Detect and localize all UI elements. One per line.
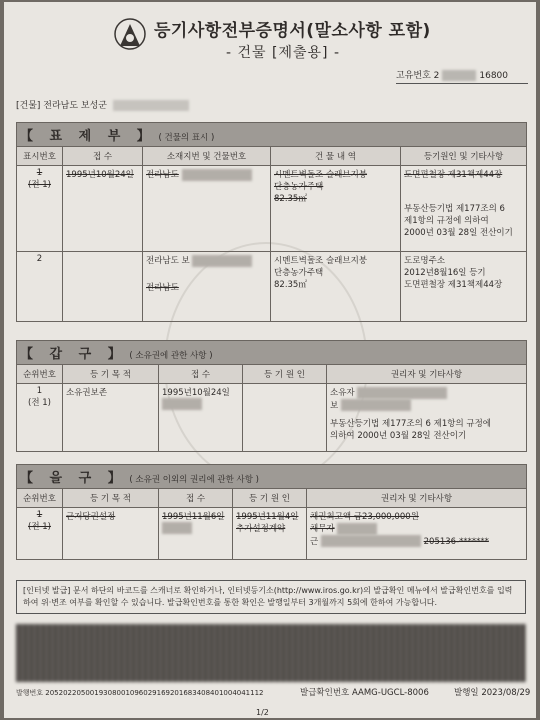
redacted-block: [162, 398, 202, 410]
internet-issue-notice: [인터넷 발급] 문서 하단의 바코드를 스캐너로 확인하거나, 인터넷등기소(http://www.iros.go.kr)의 발급확인 메뉴에서 발급확인번호를 입력하여 위·변조 여부를 확인할 수 있습니다. 발급확인번호를 통한 확인은 발행일부터 3개월까지 5회에 한하여 가능합니다.: [16, 580, 526, 614]
issue-number: 발행번호 2052022050019308001096029169201683408401004041112: [16, 689, 264, 697]
table-row: 2 전라남도 보 전라남도 시멘트벽돌조 슬래브지붕 단층농가주택 82.35㎡ 도로명주소 2012년8월16일 등기 도면편철장 제31책제44장: [17, 252, 527, 322]
building-address: [건물] 전라남도 보성군: [16, 98, 526, 111]
redacted-block: [442, 70, 476, 81]
issue-date: 발행일 2023/08/29: [454, 688, 531, 698]
document-title: 등기사항전부증명서(말소사항 포함): [154, 21, 431, 41]
redacted-block: [182, 169, 252, 181]
unique-number: 고유번호 2 16800: [396, 68, 528, 84]
redacted-block: [162, 522, 192, 534]
eul-table: 【 을 구 】 ( 소유권 이외의 권리에 관한 사항 ) 순위번호 등 기 목 적 접 수 등 기 원 인 권리자 및 기타사항 1 (전 1) 근저당권설정 1995년11월6일 1995년11월4일 추가설정계약 채권최고액 금23,000,000원 채무자 근 205136-*******: [16, 464, 527, 560]
table-row: 1 (전 1) 소유권보존 1995년10월24일 소유자 보 부동산등기법 제177조의 6 제1항의 규정에 의하여 2000년 03월 28일 전산이기: [17, 384, 527, 452]
redacted-block: [113, 100, 189, 111]
pyoje-table: 【 표 제 부 】 ( 건물의 표시 ) 표시번호 접 수 소재지번 및 건물번호 건 물 내 역 등기원인 및 기타사항 1 (전 1) 1995년10월24일 전라남도 시멘트벽돌조 슬래브지붕 단층농가주택 82.35㎡ 도면편철장 제31책제44장 부동산등기법 제177조의 6 제1항의 규정에 의하여 2000년 03월 28일 전산이기 2 전라남도 보 전라남도 시멘트벽돌조 슬래브지붕 단층농가주택 82.35㎡ 도로명주소 2012년8월16일 등기 도면편철장 제31책제44장: [16, 122, 527, 322]
verification-barcode: [16, 624, 526, 682]
table-row: 1 (전 1) 근저당권설정 1995년11월6일 1995년11월4일 추가설정계약 채권최고액 금23,000,000원 채무자 근 205136-*******: [17, 508, 527, 560]
table-row: 1 (전 1) 1995년10월24일 전라남도 시멘트벽돌조 슬래브지붕 단층농가주택 82.35㎡ 도면편철장 제31책제44장 부동산등기법 제177조의 6 제1항의 규정에 의하여 2000년 03월 28일 전산이기: [17, 166, 527, 252]
gap-table: 【 갑 구 】 ( 소유권에 관한 사항 ) 순위번호 등 기 목 적 접 수 등 기 원 인 권리자 및 기타사항 1 (전 1) 소유권보존 1995년10월24일 소유자 보 부동산등기법 제177조의 6 제1항의 규정에 의하여 2000년 03월 28일 전산이기: [16, 340, 527, 452]
redacted-block: [341, 399, 411, 411]
redacted-block: [321, 535, 421, 547]
page-number: 1/2: [256, 708, 269, 717]
court-seal-icon: [112, 16, 148, 56]
confirm-number: 발급확인번호 AAMG-UGCL-8006: [300, 688, 429, 698]
document-page: [4, 2, 536, 718]
document-subtitle: - 건물 [제출용] -: [226, 45, 340, 61]
redacted-block: [337, 523, 377, 535]
redacted-block: [357, 387, 447, 399]
redacted-block: [192, 255, 252, 267]
